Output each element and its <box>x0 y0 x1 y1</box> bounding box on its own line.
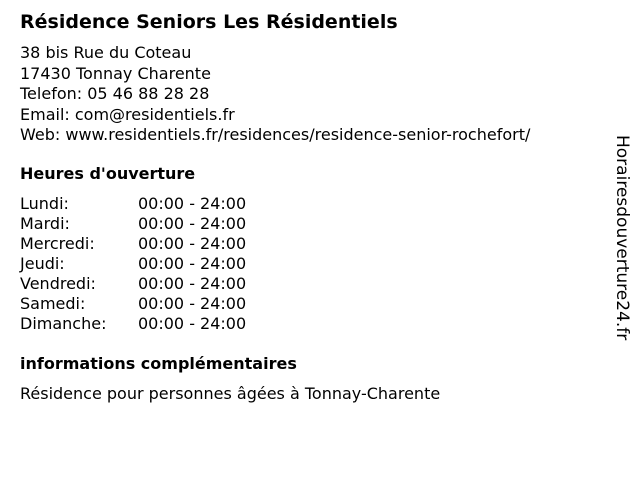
info-heading: informations complémentaires <box>20 354 297 373</box>
day-label: Mercredi: <box>20 234 95 253</box>
email-address: Email: com@residentiels.fr <box>20 104 235 124</box>
side-brand-text: Horairesdouverture24.fr <box>612 135 632 341</box>
time-range: 00:00 - 24:00 <box>138 294 247 313</box>
time-range: 00:00 - 24:00 <box>138 274 247 293</box>
time-range: 00:00 - 24:00 <box>138 254 247 273</box>
website-url: Web: www.residentiels.fr/residences/residence-senior-rochefort/ <box>20 125 531 144</box>
day-label: Vendredi: <box>20 274 96 293</box>
day-label: Mardi: <box>20 214 70 233</box>
time-range: 00:00 - 24:00 <box>138 234 247 253</box>
day-label: Dimanche: <box>20 314 107 333</box>
hours-row <box>20 274 246 294</box>
hours-row <box>20 254 246 274</box>
hours-row <box>20 314 246 334</box>
hours-table <box>20 194 246 334</box>
day-label: Samedi: <box>20 294 86 313</box>
hours-row <box>20 214 246 234</box>
city-address: 17430 Tonnay Charente <box>20 63 211 83</box>
hours-heading: Heures d'ouverture <box>20 164 196 183</box>
street-address: 38 bis Rue du Coteau <box>20 43 192 62</box>
day-label: Jeudi: <box>20 254 65 273</box>
page-title: Résidence Seniors Les Résidentiels <box>20 11 398 33</box>
phone-number: Telefon: 05 46 88 28 28 <box>20 84 210 103</box>
info-text: Résidence pour personnes âgées à Tonnay-Charente <box>20 384 441 403</box>
hours-row <box>20 194 246 214</box>
hours-row <box>20 294 246 314</box>
hours-row <box>20 234 246 254</box>
time-range: 00:00 - 24:00 <box>138 314 247 333</box>
address-block <box>20 43 530 146</box>
time-range: 00:00 - 24:00 <box>138 214 247 233</box>
time-range: 00:00 - 24:00 <box>138 194 247 213</box>
day-label: Lundi: <box>20 194 69 213</box>
